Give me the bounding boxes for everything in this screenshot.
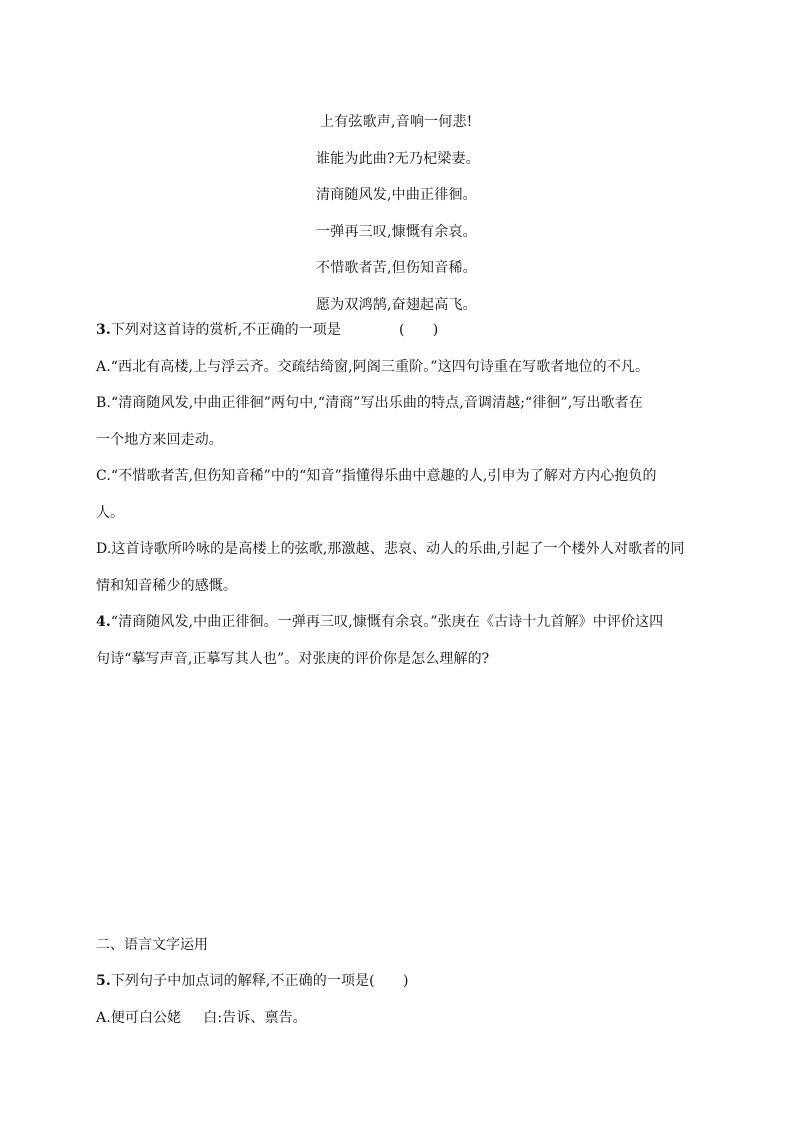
- option-a-line: A.“西北有高楼,上与浮云齐。交疏结绮窗,阿阁三重阶。”这四句诗重在写歌者地位的不凡。: [96, 358, 650, 375]
- question-number: 4.: [96, 614, 111, 630]
- poem-line: 上有弦歌声,音响一何悲!: [320, 114, 473, 130]
- option-sentence: A.便可白公姥: [96, 1009, 182, 1026]
- option-d-line: D.这首诗歌所吟咏的是高楼上的弦歌,那激越、悲哀、动人的乐曲,引起了一个楼外人对歌者的同: [96, 541, 685, 557]
- question-3: [96, 312, 706, 677]
- option-b-line: 一个地方来回走动。: [96, 431, 223, 448]
- question-4-line: 句诗“摹写声音,正摹写其人也”。对张庚的评价你是怎么理解的?: [96, 650, 490, 667]
- question-5-stem: [96, 963, 706, 1000]
- poem-line: 愿为双鸿鹄,奋翅起高飞。: [316, 296, 477, 313]
- option-gloss: 白:告诉、禀告。: [203, 1009, 307, 1026]
- poem-line: 清商随风发,中曲正徘徊。: [316, 187, 477, 203]
- poem-line: 一弹再三叹,慷慨有余哀。: [316, 223, 477, 240]
- poem-line: 不惜歌者苦,但伤知音稀。: [316, 260, 477, 276]
- poem-line: 谁能为此曲?无乃杞梁妻。: [316, 150, 480, 167]
- option-b-line: B.“清商随风发,中曲正徘徊”两句中,“清商”写出乐曲的特点,音调清越;“徘徊”,写出歌者在: [96, 395, 643, 411]
- question-text: “清商随风发,中曲正徘徊。一弹再三叹,慷慨有余哀。”张庚在《古诗十九首解》中评价这四: [110, 614, 664, 630]
- question-3-stem: [96, 312, 706, 349]
- question-number: 5.: [96, 973, 111, 989]
- question-4-line: [96, 604, 706, 641]
- option-d-line: 情和知音稀少的感慨。: [96, 577, 237, 594]
- option-c-line: C.“不惜歌者苦,但伤知音稀”中的“知音”指懂得乐曲中意趣的人,引申为了解对方内心抱负的: [96, 468, 657, 484]
- section-title: 二、语言文字运用: [96, 937, 208, 953]
- question-number: 3.: [96, 322, 111, 338]
- option-c-line: 人。: [96, 504, 125, 521]
- question-text: 下列句子中加点词的解释,不正确的一项是( ): [110, 973, 409, 989]
- question-5: [96, 963, 706, 1036]
- option-a-line: [96, 1000, 706, 1037]
- answer-paren: ( ): [398, 322, 439, 338]
- question-text: 下列对这首诗的赏析,不正确的一项是: [110, 322, 341, 338]
- poem-excerpt: [316, 104, 596, 323]
